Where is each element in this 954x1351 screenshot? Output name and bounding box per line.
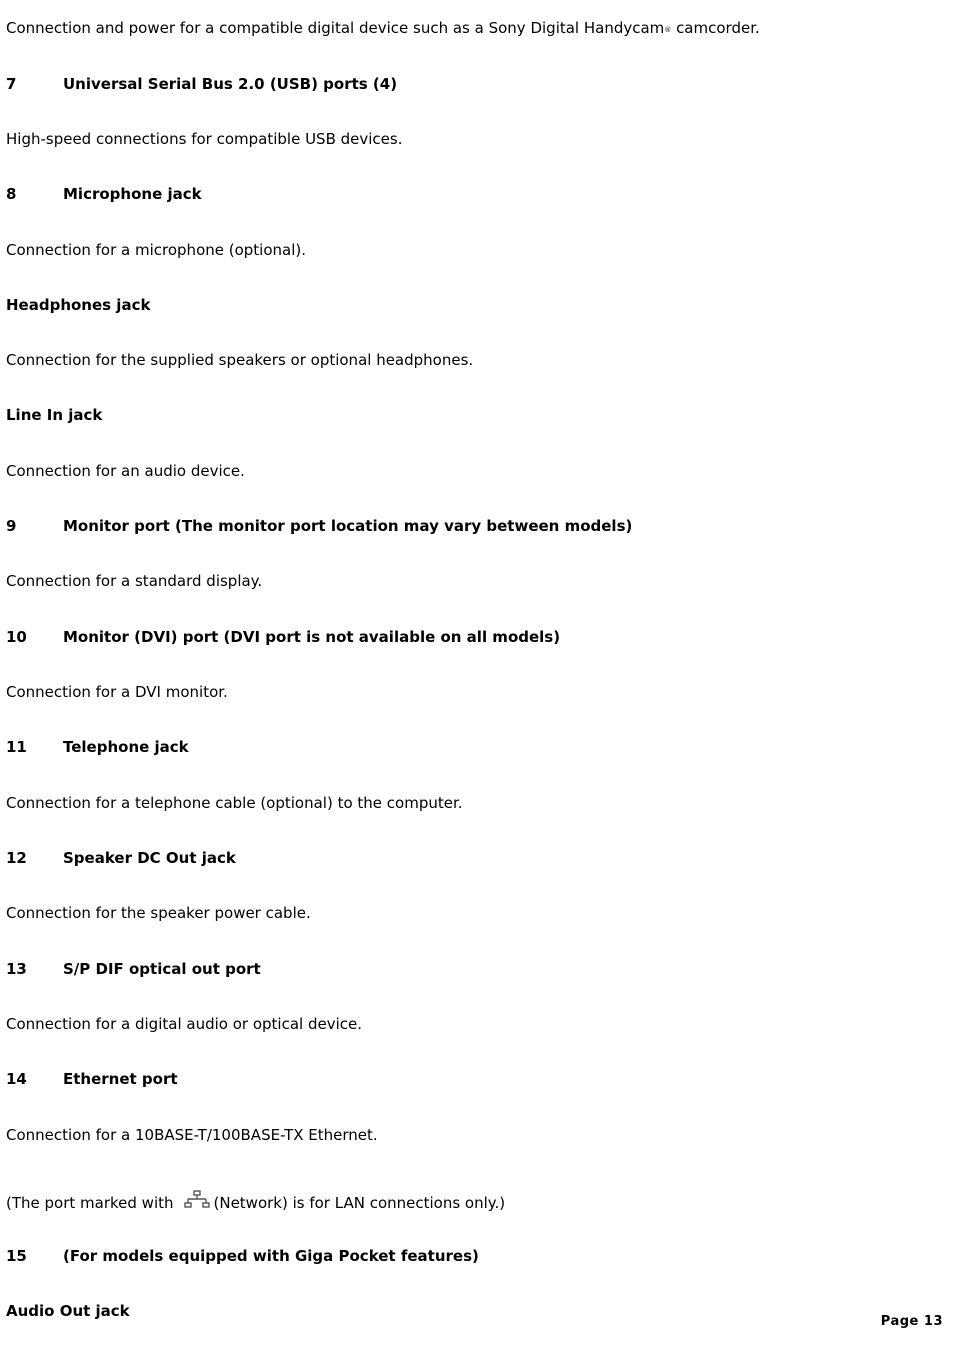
- item-title: Microphone jack: [63, 185, 202, 203]
- item-number: 14: [6, 1070, 27, 1088]
- item-description: Connection for an audio device.: [6, 462, 245, 480]
- item-heading: [6, 75, 397, 93]
- item-title: (For models equipped with Giga Pocket features): [63, 1247, 479, 1265]
- network-icon: [184, 1190, 210, 1210]
- intro-text: Connection and power for a compatible digital device such as a Sony Digital Handycam: [6, 19, 665, 37]
- item-heading: [6, 628, 560, 646]
- item-heading: [6, 1070, 178, 1088]
- item-description: Connection for a microphone (optional).: [6, 241, 307, 259]
- item-number: 13: [6, 960, 27, 978]
- intro-text-end: camcorder.: [671, 19, 760, 37]
- registered-mark: ®: [664, 26, 672, 34]
- item-title: Speaker DC Out jack: [63, 849, 236, 867]
- item-title: Telephone jack: [63, 738, 189, 756]
- item-description: Connection for a DVI monitor.: [6, 683, 228, 701]
- item-description: Connection for a standard display.: [6, 572, 263, 590]
- page-number: Page 13: [880, 1314, 943, 1329]
- network-note: [6, 1190, 505, 1212]
- network-note-text-end: (Network) is for LAN connections only.): [213, 1194, 506, 1212]
- item-description: Connection for a digital audio or optical device.: [6, 1015, 362, 1033]
- item-title: Universal Serial Bus 2.0 (USB) ports (4): [63, 75, 398, 93]
- item-heading: [6, 849, 236, 867]
- audio-out-heading: Audio Out jack: [6, 1302, 130, 1320]
- network-note-text: (The port marked with: [6, 1194, 174, 1212]
- item-number: 9: [6, 517, 17, 535]
- item-heading: [6, 960, 261, 978]
- item-heading: [6, 406, 102, 424]
- item-number: 12: [6, 849, 27, 867]
- item-title: S/P DIF optical out port: [63, 960, 261, 978]
- item-heading: [6, 296, 150, 314]
- item-number: 11: [6, 738, 27, 756]
- intro-paragraph: [6, 19, 760, 39]
- item-heading: [6, 1247, 479, 1265]
- item-number: 8: [6, 185, 17, 203]
- item-description: Connection for a 10BASE-T/100BASE-TX Ethernet.: [6, 1126, 378, 1144]
- item-description: High-speed connections for compatible USB devices.: [6, 130, 403, 148]
- item-description: Connection for the speaker power cable.: [6, 904, 311, 922]
- item-description: Connection for a telephone cable (optional) to the computer.: [6, 794, 463, 812]
- item-title: Monitor port (The monitor port location may vary between models): [63, 517, 633, 535]
- item-heading: [6, 517, 632, 535]
- item-heading: [6, 185, 202, 203]
- item-description: Connection for the supplied speakers or optional headphones.: [6, 351, 474, 369]
- item-number: 7: [6, 75, 17, 93]
- item-heading: [6, 738, 189, 756]
- item-number: 10: [6, 628, 27, 646]
- item-number: 15: [6, 1247, 27, 1265]
- item-title: Headphones jack: [6, 296, 151, 314]
- item-title: Monitor (DVI) port (DVI port is not available on all models): [63, 628, 561, 646]
- item-title: Ethernet port: [63, 1070, 178, 1088]
- item-title: Line In jack: [6, 406, 103, 424]
